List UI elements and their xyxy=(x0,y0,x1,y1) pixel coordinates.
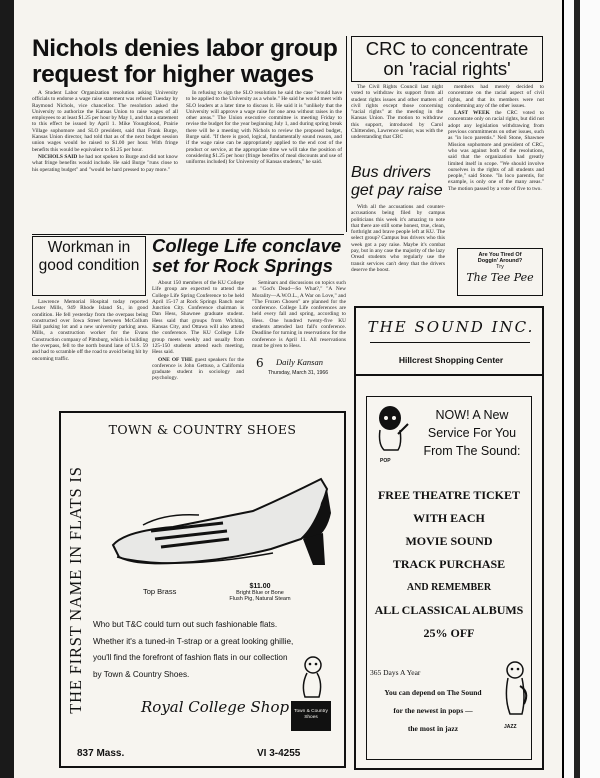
headline-college: College Life conclave set for Rock Springs xyxy=(152,235,342,276)
sound-divider xyxy=(356,374,542,376)
folio-paper: Daily Kansan xyxy=(276,357,323,367)
sound-offer-line-1: FREE THEATRE TICKET xyxy=(377,488,521,502)
shoes-copy: Who but T&C could turn out such fashionable flats. Whether it's a tuned-in T-strap or a great looking ghillie, you'll find the forefront of fashion flats in our collection by Town & Country Shoes. xyxy=(93,620,294,679)
college-col1: About 150 members of the KU College Life group are expected to attend the College Life Spring Conference to be held April 15-17 at Rock Springs Ranch near Junction City. Conference chairman is Dan Hess, Shawnee graduate student. Hess said that groups from Wichita, Kansas City, and Ottawa will also attend the conference. The KU College Life group meets weekly and usually from 125-150 students attend each meeting, Hess said. ONE OF THE guest speakers for the conference is John Gettuso, a California graduate student in sociology and psychology. xyxy=(152,280,244,382)
sound-offer-line-6: ALL CLASSICAL ALBUMS xyxy=(374,603,524,617)
teepee-line1: Are You Tired Of xyxy=(478,252,522,258)
ad-teepee xyxy=(457,248,543,296)
sound-from: From The Sound: xyxy=(423,444,521,458)
shoes-badge-line1: Town & Country xyxy=(294,709,328,714)
sound-jazz-label: JAZZ xyxy=(504,724,517,730)
headline-bus: Bus drivers get pay raise xyxy=(351,164,443,199)
sound-service: Service For You xyxy=(427,426,517,440)
sound-days: 365 Days A Year xyxy=(370,668,421,677)
sound-depend: You can depend on The Sound xyxy=(384,688,482,697)
shoes-price-value: $11.00 xyxy=(249,583,271,590)
college-col2: Seminars and discussions on topics such as "God's Dead—So What?," "A New Morality—A.W.O.L., A War on Love," and "The Frozen Chosen" are planned for the conference. College Life conferences are held every fall and spring, according to Hess. One hundred twenty-five KU students attended last fall's conference. Deadline for turning in reservations for the conference is April 11. All reservations must be given to Hess. xyxy=(252,280,346,349)
jazz-musician-illustration xyxy=(498,658,532,722)
sound-logo-underline xyxy=(370,342,530,343)
folio-date: Thursday, March 31, 1966 xyxy=(268,370,329,376)
sound-offer-line-7: 25% OFF xyxy=(423,626,475,640)
shoes-phone: VI 3-4255 xyxy=(257,748,301,759)
sound-jazz: the most in jazz xyxy=(407,724,459,733)
shoes-address: 837 Mass. xyxy=(77,748,125,759)
shoes-vertical-text: THE FIRST NAME IN FLATS IS xyxy=(66,466,85,714)
crc-col1: The Civil Rights Council last night voted to withdraw its support from all student rights issues and other matters of civil rights except those concerning "racial rights" at the meeting in the Kansas Union. The motion to withdraw this support, introduced by Carol Chittenden, Lawrence senior, was with the understanding that CRC xyxy=(351,84,443,141)
sound-now: NOW! A New xyxy=(435,408,509,422)
shoes-store: Royal College Shop xyxy=(141,698,290,716)
teepee-brand: The Tee Pee xyxy=(466,271,534,284)
sound-pop-label: POP xyxy=(380,458,391,464)
headline-workman: Workman in good condition xyxy=(38,239,140,274)
nichols-col1: A Student Labor Organization resolution asking University officials to endorse a wage raise statement was refused Tuesday by Raymond Nichols, vice chancellor. The resolution asked the University to authorize the Kansas Union to raise wages of all employees to at least $1.25 per hour by May 1, and that a statement to this effect be issued by April 1. Mike Youngblood, Prairie Village sophomore and SLO president, said that Frank Burge, Kansas Union director, had told that as of the next budget session union wages would be raised to $1.00 per hour. With fringe benefits this would be equivalent to $1.25 per hour. NICHOLS SAID he had not spoken to Burge and did not know what fringe benefits would include. He said Burge "runs close to his operating budget" and "would be hard pressed to pay more." xyxy=(32,90,179,173)
sound-offer-line-4: TRACK PURCHASE xyxy=(392,557,506,571)
ad-shoes xyxy=(59,411,346,768)
shoes-header: TOWN & COUNTRY SHOES xyxy=(108,422,297,437)
ad-sound xyxy=(354,306,544,770)
headline-nichols: Nichols denies labor group request for higher wages xyxy=(32,35,338,88)
nichols-col2: In refusing to sign the SLO resolution he said the case "would have to be applied to the University as a whole." He said he would meet with SLO leaders at a later time to discuss it. He said it is "unlikely that the University will approve a wage raise for one area without raises in the other areas." The Union executive committee is meeting Friday to revise the budget for the year beginning July 1, and during spring break there will be a meeting with Nichols to review the proposed budget, Burge said. "If there is good, logical, fundamentally sound reason, and if the wage raise can be appropriately applied to the end cost of the product or service, at the appropriate time we will take the position of considering $1.25 per hour (fringe benefits of meal discounts and use of uniforms included) for University of Kansas students," he said. xyxy=(186,90,342,166)
sound-newest: for the newest in pops — xyxy=(393,706,473,715)
sound-offer-line-2: WITH EACH xyxy=(413,511,485,525)
shoes-colors: Top Brass xyxy=(143,587,177,596)
teepee-line2: Doggin' Around? xyxy=(477,258,523,264)
sound-logo: THE SOUND INC. xyxy=(367,318,535,336)
shoes-price-line3: Flush Pig, Natural Steam xyxy=(229,596,291,602)
newspaper-page xyxy=(14,0,562,778)
shoes-badge-line2: Shoes xyxy=(304,715,318,720)
sound-offer-line-3: MOVIE SOUND xyxy=(405,534,493,548)
bus-col: With all the accusations and counter-accusations being filed by campus politicians this week it's amazing to note that there are still some honest, true, clean, forthright and brave people left at KU. The select group? Campus bus drivers who this week got a pay raise. Maybe it's combat pay, but in any case the majority of the lazy Oread students who regularly use the transit services can't deny that the drivers deserve the boost. xyxy=(351,204,445,273)
workman-col: Lawrence Memorial Hospital today reported Lester Mills, 949 Rhode Island St., in good condition. He fell yesterday from the overpass being constructed over Iowa Street between McCollum Hall parking lot and a new university parking area. Mills, a construction worker for the Evans Construction company of Pittsburg, which is building the overpass, fell to the north bound lane of U.S. 59 and had to scramble off the road to avoid being hit by oncoming traffic. xyxy=(32,299,148,362)
shoes-price xyxy=(225,583,295,602)
pop-musician-illustration xyxy=(370,404,410,456)
folio-page-number: 6 xyxy=(256,356,264,370)
sound-offer-line-5: AND REMEMBER xyxy=(406,582,492,593)
teepee-line3: Try xyxy=(496,264,504,270)
sound-offer-list xyxy=(368,484,530,645)
shoes-price-line2: Bright Blue or Bone xyxy=(236,590,284,596)
crc-col2: members had merely decided to concentrate on the racial aspect of civil rights, and that its members were not condemning any of the other issues. LAST WEEK the CRC voted to concentrate only on racial rights, but did not adopt any legislation withdrawing from previous commitments on other issues, such as "in loco parentis." Neil Stone, Shawnee Mission sophomore and president of CRC, who was against both of the resolutions, said that the organization had greatly limited itself in scope. "We should involve ourselves in the rights of all students and people," said Stone. "In loco parentis, for example, is only one of the many areas." The motion passed by a vote of five to two. xyxy=(448,84,544,192)
adjacent-page-edge xyxy=(562,0,600,778)
sound-location: Hillcrest Shopping Center xyxy=(398,355,504,365)
headline-crc: CRC to concentrate on 'racial rights' xyxy=(365,38,529,79)
shoes-badge xyxy=(291,701,331,731)
shoe-illustration xyxy=(103,453,339,588)
